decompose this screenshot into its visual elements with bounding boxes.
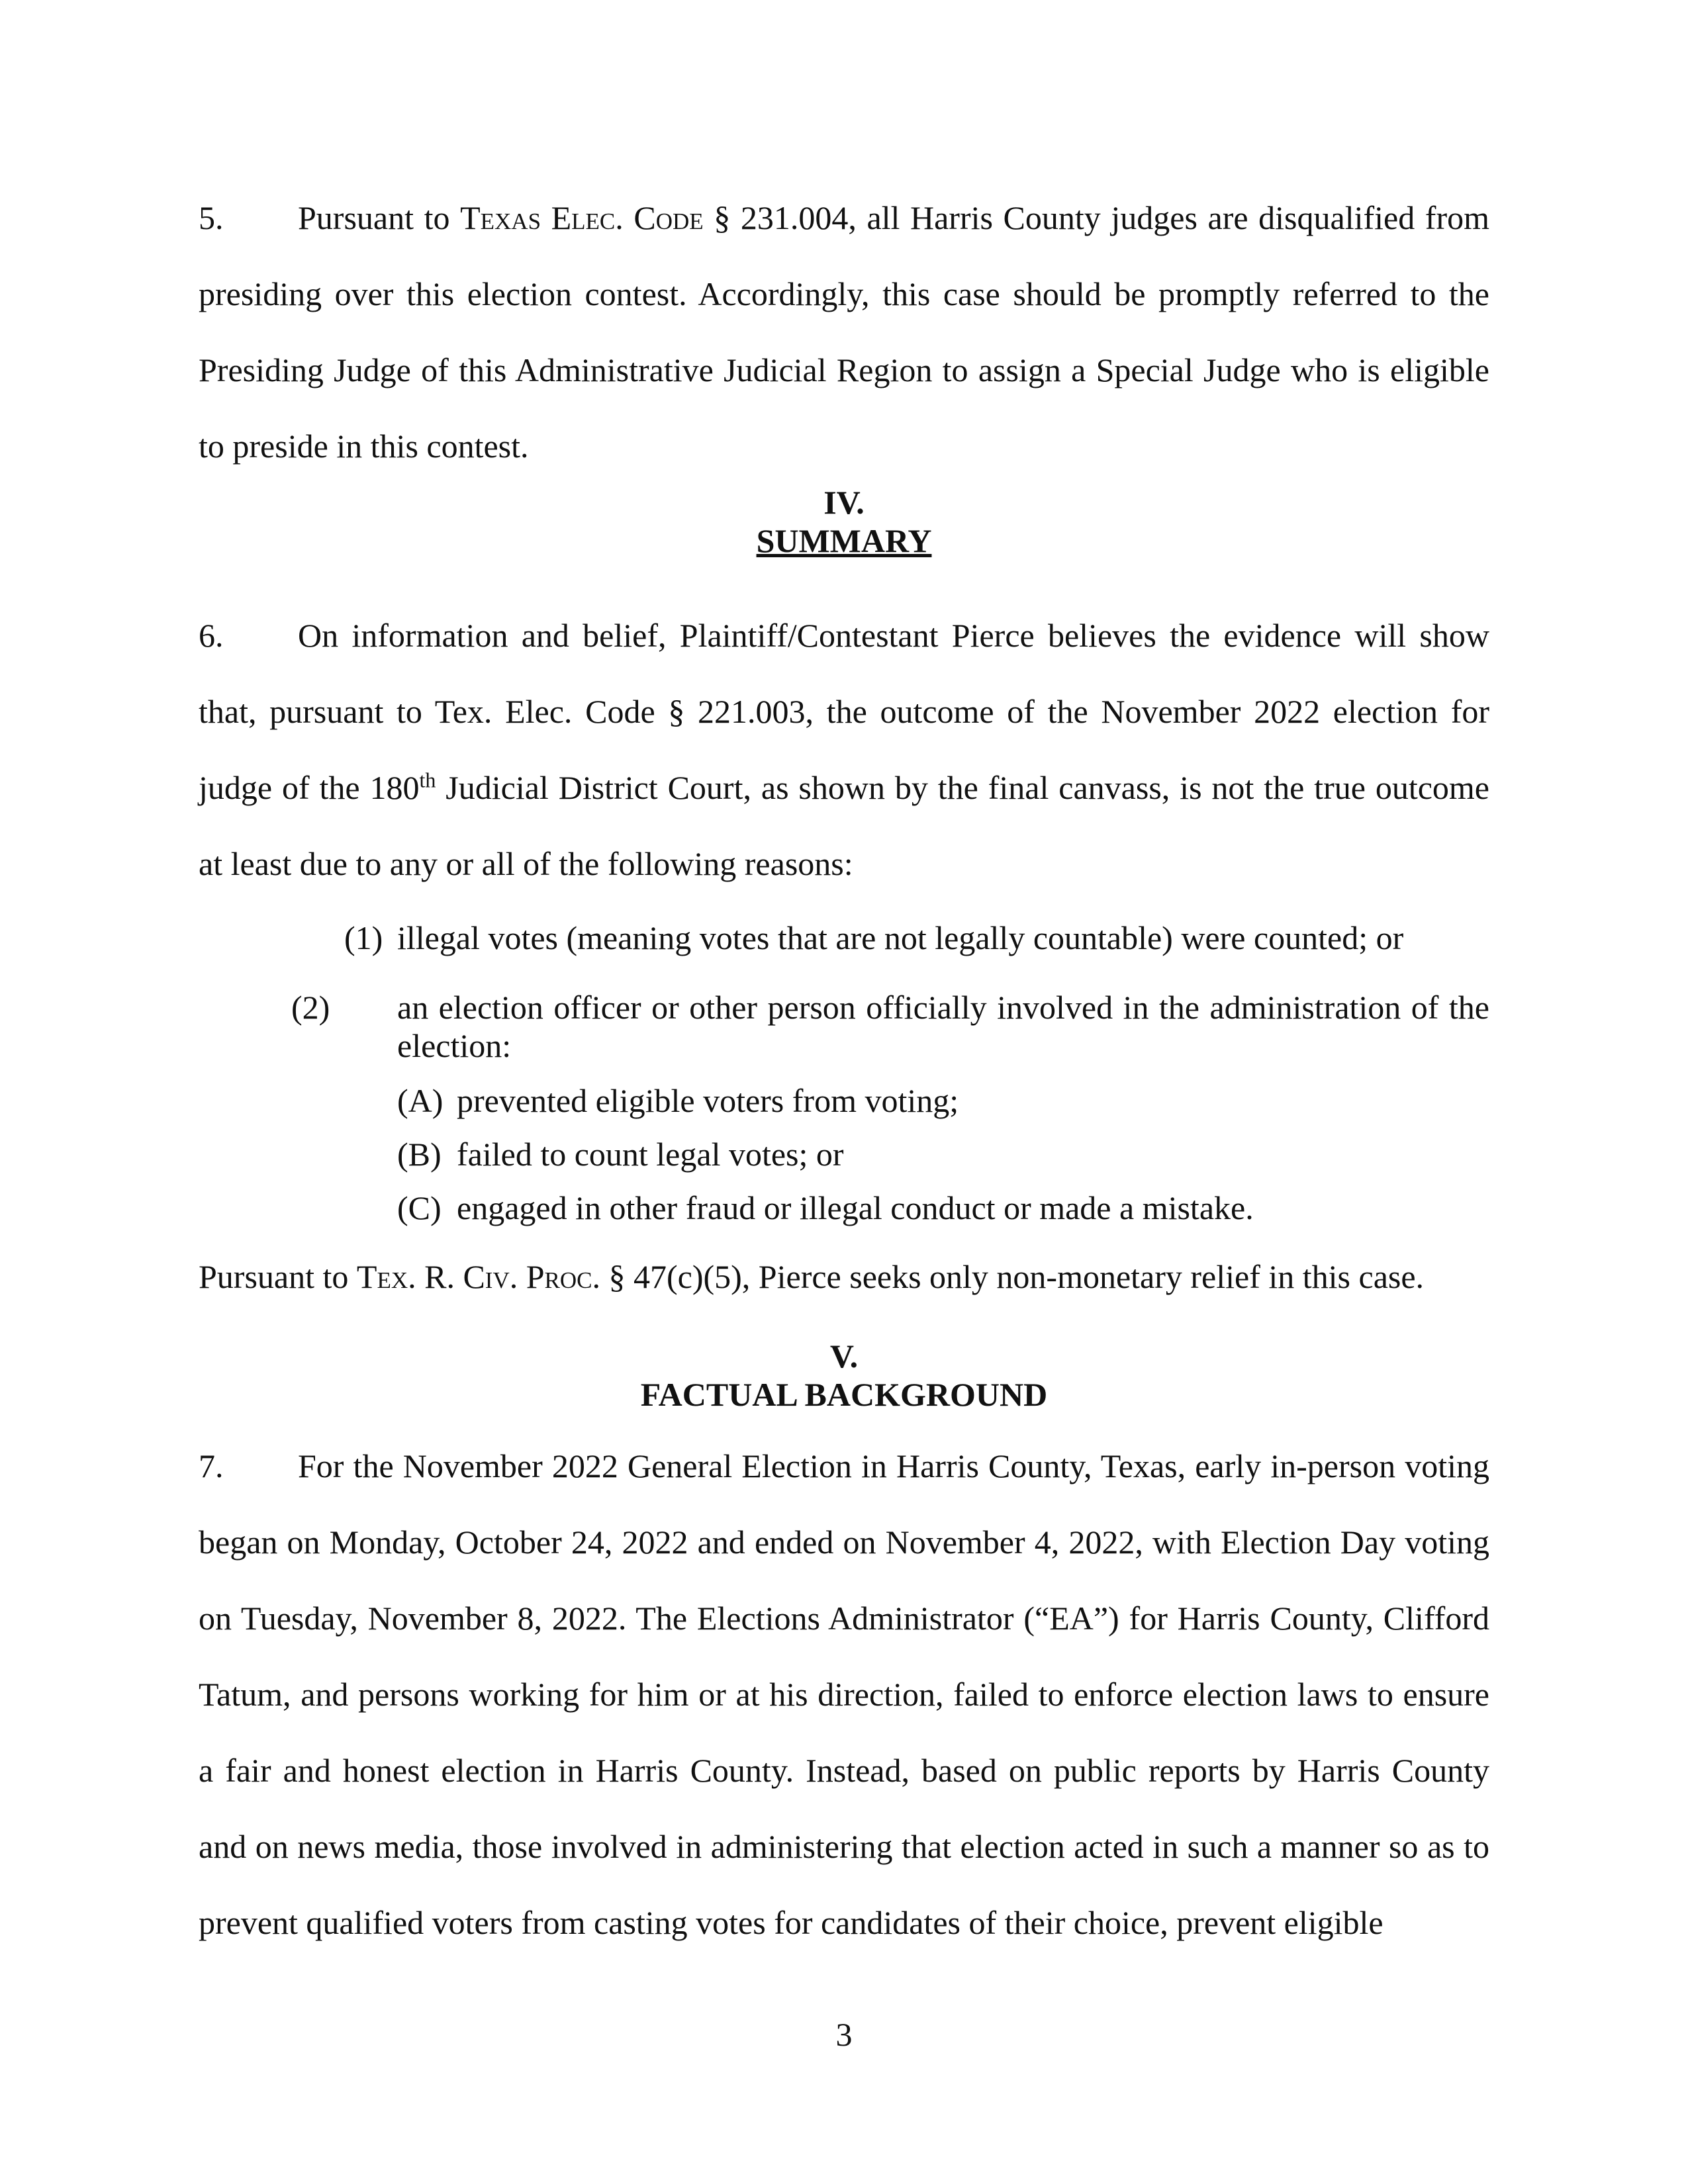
paragraph-text-post: § 231.004, all Harris County judges are disqualified from presiding over this election contest. Accordingly, this case should be promptly referred to the Presiding Judge of this Administrative Judicial Region to assign a Special Judge who is eligible to preside in this contest. [199,199,1489,465]
list-marker: (A) [397,1082,444,1119]
reason-item-1 [344,919,1489,957]
section-title: FACTUAL BACKGROUND [640,1376,1048,1413]
sub-reason-c [397,1189,1489,1227]
rule-citation: Tex. R. Civ. Proc. [356,1258,601,1295]
list-text: prevented eligible voters from voting; [457,1082,959,1119]
list-text: failed to count legal votes; or [457,1136,844,1173]
section-heading-factual-background [199,1337,1489,1414]
sub-reason-a [397,1081,1489,1120]
relief-text-pre: Pursuant to [199,1258,357,1295]
list-marker: (C) [397,1189,442,1226]
relief-statement [199,1257,1489,1296]
paragraph-text-post: Judicial District Court, as shown by the final canvass, is not the true outcome at least due to any or all of the following reasons: [199,769,1489,882]
section-heading-summary [199,483,1489,560]
list-marker: (B) [397,1136,442,1173]
sub-reason-b [397,1135,1489,1173]
list-text: engaged in other fraud or illegal conduct or made a mistake. [457,1189,1254,1226]
page-number: 3 [835,2016,853,2053]
paragraph-text-pre: Pursuant to [298,199,461,236]
paragraph-text: For the November 2022 General Election in Harris County, Texas, early in-person voting began on Monday, October 24, 2022 and ended on November 4, 2022, with Election Day voting on Tuesday, November 8, 2022. The Elections Administrator (“EA”) for Harris County, Clifford Tatum, and persons working for him or at his direction, failed to enforce election laws to ensure a fair and honest election in Harris County. Instead, based on public reports by Harris County and on news media, those involved in administering that election acted in such a manner so as to prevent qualified voters from casting votes for candidates of their choice, prevent eligible [199,1447,1489,1941]
ordinal-superscript: th [419,768,436,792]
reason-item-2 [291,988,1489,1065]
paragraph-7 [199,1428,1489,1961]
paragraph-number: 7. [199,1447,224,1484]
section-numeral: V. [829,1338,859,1375]
section-numeral: IV. [823,484,865,521]
list-marker: (2) [291,989,330,1026]
paragraph-6 [199,598,1489,902]
list-marker: (1) [344,919,383,956]
section-title: SUMMARY [756,522,932,559]
paragraph-5 [199,180,1489,484]
paragraph-text-pre: On information and belief, Plaintiff/Contestant Pierce believes the evidence will show that, pursuant to Tex. Elec. Code § 221.003, the outcome of the November 2022 election for judge of the 180 [199,617,1489,806]
paragraph-number: 6. [199,617,224,654]
statute-citation: Texas Elec. Code [460,199,704,236]
list-text: an election officer or other person officially involved in the administration of the election: [397,989,1489,1064]
relief-text-post: § 47(c)(5), Pierce seeks only non-monetary relief in this case. [600,1258,1425,1295]
paragraph-number: 5. [199,199,224,236]
list-text: illegal votes (meaning votes that are not legally countable) were counted; or [397,919,1404,956]
